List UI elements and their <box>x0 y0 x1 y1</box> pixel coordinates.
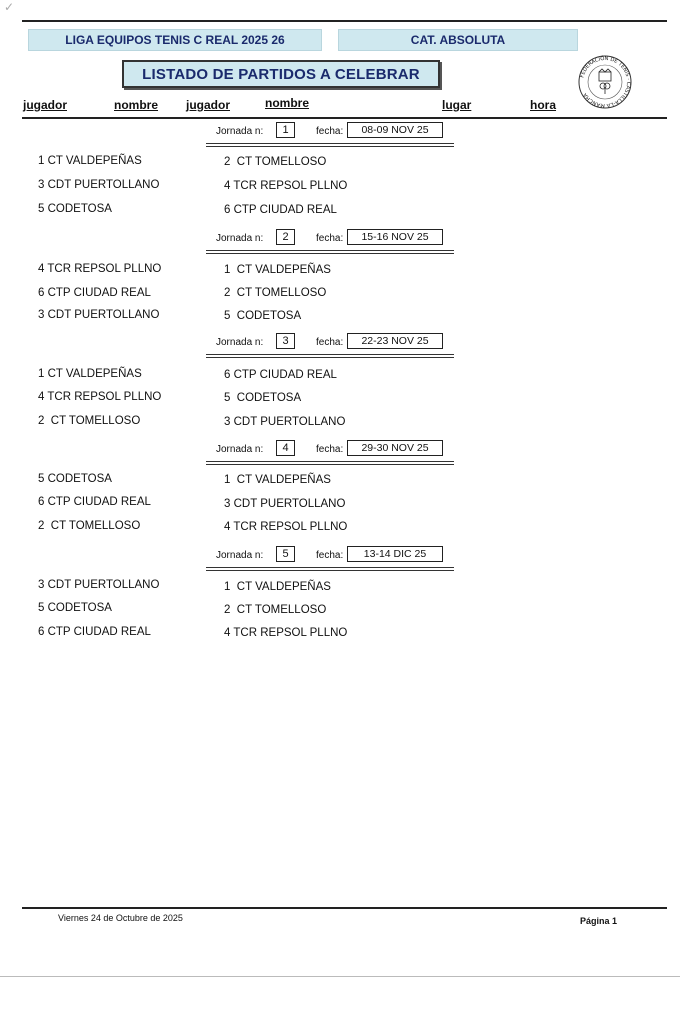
jornada-label: Jornada n: <box>216 233 264 244</box>
match-home: 5 CODETOSA <box>38 473 112 485</box>
fecha-label: fecha: <box>316 444 344 455</box>
match-home: 3 CDT PUERTOLLANO <box>38 579 160 591</box>
round-number: 5 <box>276 546 295 562</box>
match-home: 4 TCR REPSOL PLLNO <box>38 263 162 275</box>
match-home: 3 CDT PUERTOLLANO <box>38 309 160 321</box>
col-hora: hora <box>530 98 557 112</box>
match-home: 6 CTP CIUDAD REAL <box>38 496 151 508</box>
round-header <box>206 333 454 353</box>
match-home: 5 CODETOSA <box>38 203 112 215</box>
category-banner: CAT. ABSOLUTA <box>338 29 578 51</box>
league-banner: LIGA EQUIPOS TENIS C REAL 2025 26 <box>28 29 322 51</box>
match-home: 2 CT TOMELLOSO <box>38 415 141 427</box>
round-number: 3 <box>276 333 295 349</box>
round-date: 15-16 NOV 25 <box>347 229 443 245</box>
bottom-rule <box>0 976 680 977</box>
page-title: LISTADO DE PARTIDOS A CELEBRAR <box>122 60 440 88</box>
scan-mark: ✓ <box>4 0 15 14</box>
col-nombre-1: nombre <box>114 98 159 112</box>
fecha-label: fecha: <box>316 550 344 561</box>
round-header <box>206 122 454 142</box>
jornada-label: Jornada n: <box>216 550 264 561</box>
round-number: 4 <box>276 440 295 456</box>
match-home: 1 CT VALDEPEÑAS <box>38 368 142 380</box>
match-away: 6 CTP CIUDAD REAL <box>224 204 337 216</box>
match-away: 5 CODETOSA <box>224 310 302 322</box>
round-header <box>206 440 454 460</box>
round-date: 22-23 NOV 25 <box>347 333 443 349</box>
match-away: 1 CT VALDEPEÑAS <box>224 474 331 486</box>
match-away: 5 CODETOSA <box>224 392 302 404</box>
jornada-label: Jornada n: <box>216 126 264 137</box>
match-away: 2 CT TOMELLOSO <box>224 156 327 168</box>
match-home: 4 TCR REPSOL PLLNO <box>38 391 162 403</box>
header-rule <box>22 117 667 119</box>
match-away: 3 CDT PUERTOLLANO <box>224 416 346 428</box>
fecha-label: fecha: <box>316 337 344 348</box>
jornada-label: Jornada n: <box>216 444 264 455</box>
federation-seal-icon <box>570 53 640 111</box>
round-date: 08-09 NOV 25 <box>347 122 443 138</box>
col-jugador-1: jugador <box>23 98 67 112</box>
col-jugador-2: jugador <box>186 98 230 112</box>
match-home: 1 CT VALDEPEÑAS <box>38 155 142 167</box>
col-lugar: lugar <box>442 98 472 112</box>
round-number: 1 <box>276 122 295 138</box>
match-away: 4 TCR REPSOL PLLNO <box>224 180 348 192</box>
round-date: 13-14 DIC 25 <box>347 546 443 562</box>
match-away: 6 CTP CIUDAD REAL <box>224 369 337 381</box>
match-away: 3 CDT PUERTOLLANO <box>224 498 346 510</box>
fecha-label: fecha: <box>316 233 344 244</box>
footer-date: Viernes 24 de Octubre de 2025 <box>58 913 183 923</box>
col-nombre-2: nombre <box>265 96 310 110</box>
match-away: 2 CT TOMELLOSO <box>224 604 327 616</box>
page-number: Página 1 <box>580 916 618 926</box>
match-away: 1 CT VALDEPEÑAS <box>224 581 331 593</box>
match-home: 5 CODETOSA <box>38 602 112 614</box>
fecha-label: fecha: <box>316 126 344 137</box>
match-home: 3 CDT PUERTOLLANO <box>38 179 160 191</box>
round-date: 29-30 NOV 25 <box>347 440 443 456</box>
match-away: 4 TCR REPSOL PLLNO <box>224 627 348 639</box>
footer-rule <box>22 907 667 909</box>
round-header <box>206 546 454 566</box>
svg-text:FEDERACIÓN DE TENIS · CASTILLA: FEDERACIÓN DE TENIS · CASTILLA-LA MANCHA <box>579 55 632 109</box>
match-home: 6 CTP CIUDAD REAL <box>38 626 151 638</box>
match-home: 2 CT TOMELLOSO <box>38 520 141 532</box>
match-away: 4 TCR REPSOL PLLNO <box>224 521 348 533</box>
top-rule <box>22 20 667 22</box>
round-number: 2 <box>276 229 295 245</box>
match-home: 6 CTP CIUDAD REAL <box>38 287 151 299</box>
match-away: 2 CT TOMELLOSO <box>224 287 327 299</box>
jornada-label: Jornada n: <box>216 337 264 348</box>
round-header <box>206 229 454 249</box>
match-away: 1 CT VALDEPEÑAS <box>224 264 331 276</box>
